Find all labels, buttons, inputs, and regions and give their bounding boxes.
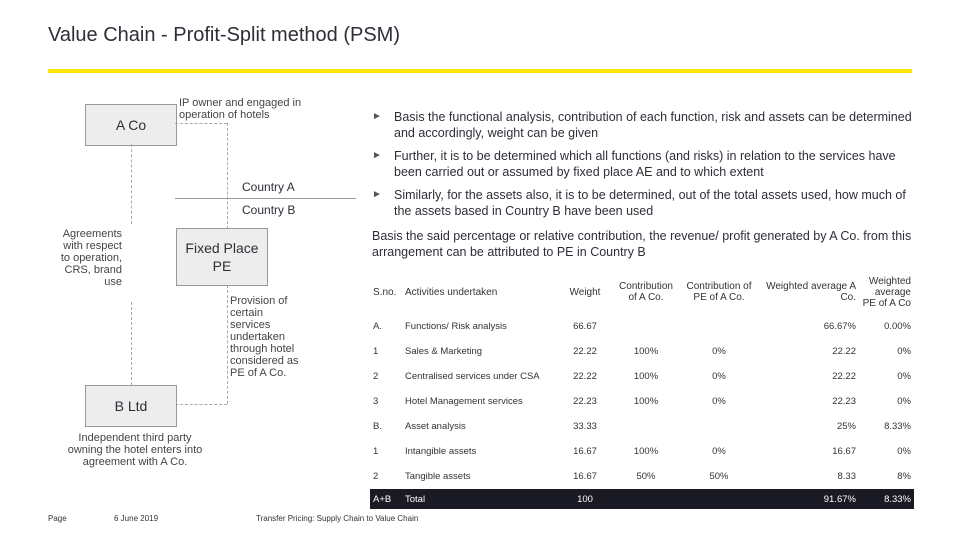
cell: Asset analysis [405,421,466,432]
cell: 100 [557,489,613,509]
triangle-bullet-icon: ► [372,189,382,200]
agreement-note: Agreements with respect to operation, CRS, brand use [60,228,122,288]
summary-paragraph: Basis the said percentage or relative contribution, the revenue/ profit generated by A Co. from this arrangement can be attributed to PE in Country B [372,229,912,259]
cell [679,314,759,339]
table-row [370,389,914,414]
cell [679,414,759,439]
header-cell: Contribution of PE of A Co. [686,281,752,303]
table-row [370,314,914,339]
cell: Tangible assets [405,471,471,482]
cell: 0% [897,396,911,407]
cell: 16.67 [573,471,597,482]
connector-line [227,123,228,229]
cell [613,314,679,339]
footer-document: Transfer Pricing: Supply Chain to Value Chain [256,514,419,523]
bltd-box [85,385,177,427]
cell: 8.33% [884,421,911,432]
cell: 22.23 [573,396,597,407]
bltd-note: Independent third party owning the hotel enters into agreement with A Co. [67,432,203,468]
header-cell: Contribution of A Co. [619,281,673,303]
connector-line [131,302,132,385]
cell: 100% [633,396,659,407]
cell: 3 [373,396,379,407]
cell: 50% [636,471,656,482]
cell [679,489,759,509]
header-cell: Weight [569,286,601,298]
cell: 22.23 [832,396,856,407]
cell: 8.33% [859,489,914,509]
bullet-item [372,109,912,141]
cell: B. [373,421,382,432]
footer-page: Page [48,514,67,523]
cell: 25% [836,421,856,432]
cell: 0% [712,446,726,457]
table-row [370,464,914,489]
cell: Centralised services under CSA [405,371,540,382]
cell: 50% [709,471,729,482]
bullet-text: Further, it is to be determined which all functions (and risks) in relation to the services have been carried out or assumed by fixed place AE and to which extent [394,149,896,179]
cell: 0% [712,346,726,357]
aco-label: A Co [115,117,147,133]
cell: Functions/ Risk analysis [405,321,507,332]
bullet-item [372,148,912,180]
cell: Total [402,489,557,509]
country-divider [175,198,356,199]
cell: 22.22 [573,346,597,357]
cell: 22.22 [832,346,856,357]
bullet-item [372,187,912,219]
cell: 66.67 [573,321,597,332]
cell: Hotel Management services [405,396,523,407]
cell: 66.67% [823,321,856,332]
cell: 33.33 [573,421,597,432]
header-cell: Weighted average A Co. [766,281,856,303]
table-row [370,414,914,439]
cell: A+B [370,489,402,509]
cell: 2 [373,471,379,482]
fixed-pe-label: Fixed Place PE [185,240,259,274]
cell: 0% [712,371,726,382]
cell: 100% [633,371,659,382]
country-a-label: Country A [242,180,295,194]
cell: 0% [897,371,911,382]
cell: 0% [897,446,911,457]
cell: 0% [712,396,726,407]
country-b-label: Country B [242,203,296,217]
page-title: Value Chain - Profit-Split method (PSM) [48,24,400,46]
cell: 0% [897,346,911,357]
table-row [370,339,914,364]
header-cell: Activities undertaken [405,286,498,298]
table-total-row [370,489,914,509]
aco-box [85,104,177,146]
triangle-bullet-icon: ► [372,111,382,122]
contribution-table [370,270,914,509]
cell [613,489,679,509]
cell: 1 [373,446,379,457]
table-row [370,439,914,464]
bltd-label: B Ltd [114,398,148,414]
bullet-text: Similarly, for the assets also, it is to be determined, out of the total assets used, how much of the assets based in Country B have been used [394,188,906,218]
triangle-bullet-icon: ► [372,150,382,161]
connector-line [131,144,132,224]
footer-date: 6 June 2019 [114,514,159,523]
connector-line [175,404,227,405]
table-header-row [370,270,914,314]
cell: A. [373,321,382,332]
cell: 22.22 [573,371,597,382]
cell: 2 [373,371,379,382]
title-divider [48,69,912,73]
cell: 8.33 [837,471,856,482]
cell: 0.00% [884,321,911,332]
connector-line [175,123,227,124]
cell: 1 [373,346,379,357]
cell: 22.22 [832,371,856,382]
cell: 16.67 [832,446,856,457]
connector-line [227,285,228,404]
table-row [370,364,914,389]
cell: Sales & Marketing [405,346,483,357]
bullet-list [372,109,912,226]
cell: 16.67 [573,446,597,457]
cell [613,414,679,439]
provision-note: Provision of certain services undertaken through hotel considered as PE of A Co. [230,295,299,379]
cell: 91.67% [759,489,859,509]
header-cell: S.no. [373,286,397,298]
header-cell: Weighted average PE of A Co [862,275,911,309]
cell: 100% [633,346,659,357]
cell: Intangible assets [405,446,477,457]
aco-note: IP owner and engaged in operation of hotels [179,97,302,121]
bullet-text: Basis the functional analysis, contribution of each function, risk and assets can be determined and accordingly, weight can be given [394,110,912,140]
fixed-pe-box [176,228,268,286]
cell: 8% [897,471,911,482]
cell: 100% [633,446,659,457]
